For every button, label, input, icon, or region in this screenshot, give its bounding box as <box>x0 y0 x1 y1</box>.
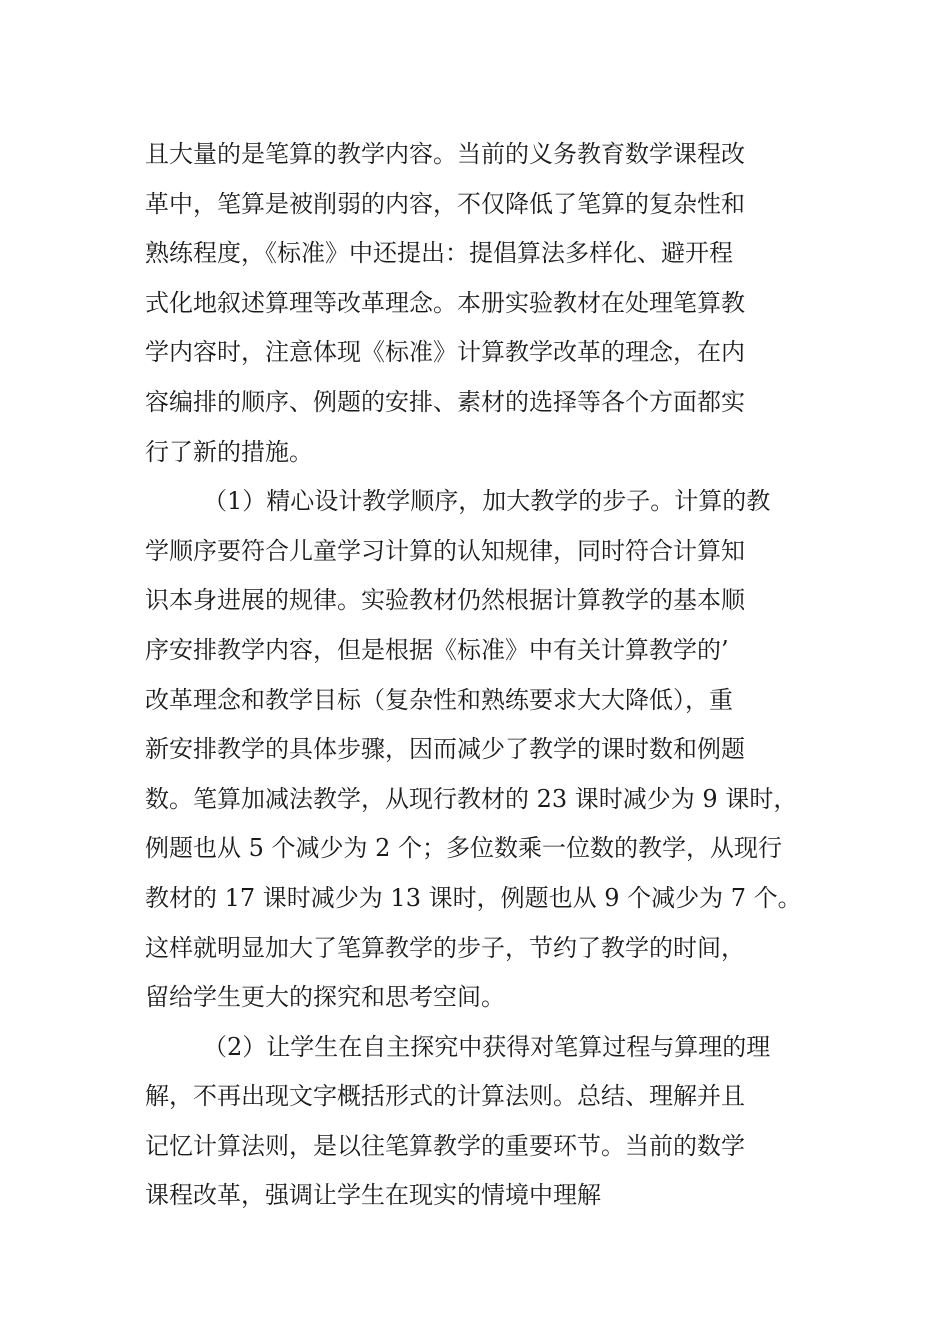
paragraph-start-line: （2）让学生在自主探究中获得对笔算过程与算理的理 <box>203 1032 771 1061</box>
text-line: 这样就明显加大了笔算教学的步子，节约了教学的时间， <box>145 933 745 962</box>
text-line: 新安排教学的具体步骤，因而减少了教学的课时数和例题 <box>145 735 745 764</box>
text-line: 教材的 17 课时减少为 13 课时，例题也从 9 个减少为 7 个。 <box>145 883 802 912</box>
text-line: 数。笔算加减法教学，从现行教材的 23 课时减少为 9 课时， <box>145 784 798 813</box>
text-line: 容编排的顺序、例题的安排、素材的选择等各个方面都实 <box>145 387 745 416</box>
text-line: 识本身进展的规律。实验教材仍然根据计算教学的基本顺 <box>145 586 745 615</box>
text-line: 学内容时，注意体现《标准》计算教学改革的理念，在内 <box>145 338 745 367</box>
text-line: 序安排教学内容，但是根据《标准》中有关计算教学的’ <box>145 635 729 664</box>
text-line: 例题也从 5 个减少为 2 个；多位数乘一位数的教学，从现行 <box>145 834 783 863</box>
text-line: 革中，笔算是被削弱的内容，不仅降低了笔算的复杂性和 <box>145 189 745 218</box>
text-line: 学顺序要符合儿童学习计算的认知规律，同时符合计算知 <box>145 536 745 565</box>
paragraph-start-line: （1）精心设计教学顺序，加大教学的步子。计算的教 <box>203 487 771 516</box>
text-line: 解，不再出现文字概括形式的计算法则。总结、理解并且 <box>145 1082 745 1111</box>
text-line: 记忆计算法则，是以往笔算教学的重要环节。当前的数学 <box>145 1131 745 1160</box>
text-line: 改革理念和教学目标（复杂性和熟练要求大大降低），重 <box>145 685 733 714</box>
text-line: 熟练程度，《标准》中还提出：提倡算法多样化、避开程 <box>145 239 733 268</box>
text-line: 行了新的措施。 <box>145 437 313 466</box>
text-line: 留给学生更大的探究和思考空间。 <box>145 983 505 1012</box>
body-text <box>145 130 815 1221</box>
text-line: 课程改革，强调让学生在现实的情境中理解 <box>145 1181 601 1210</box>
text-line: 式化地叙述算理等改革理念。本册实验教材在处理笔算教 <box>145 288 745 317</box>
text-line: 且大量的是笔算的教学内容。当前的义务教育数学课程改 <box>145 140 745 168</box>
